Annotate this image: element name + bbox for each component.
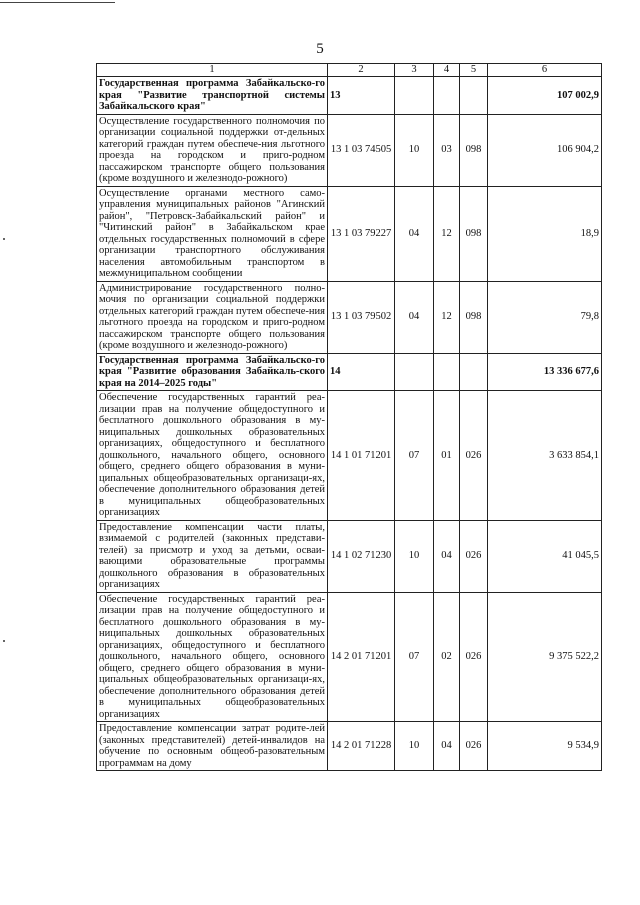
row-amount: 3 633 854,1 bbox=[488, 391, 602, 521]
row-section: 04 bbox=[395, 281, 434, 353]
table-row bbox=[97, 281, 602, 353]
row-subsection: 12 bbox=[434, 281, 460, 353]
row-name: Обеспечение государственных гарантий реа-лизации прав на получение общедоступного и бесплатного дошкольного образования в му-ниципальных дошкольных образовательных организациях, общедоступного и бесплатного дошкольного, начального общего, основного общего, среднего общего образования в муни-ципальных общеобразовательных организаци-ях, обеспечение дополнительного образования детей в муниципальных общеобразовательных организациях bbox=[97, 391, 328, 521]
table-row bbox=[97, 186, 602, 281]
header-cell: 3 bbox=[395, 64, 434, 77]
table-row bbox=[97, 592, 602, 722]
row-code: 13 1 03 74505 bbox=[328, 114, 395, 186]
row-subsection bbox=[434, 77, 460, 115]
header-cell: 1 bbox=[97, 64, 328, 77]
row-section bbox=[395, 77, 434, 115]
row-subsection: 04 bbox=[434, 722, 460, 771]
row-section: 10 bbox=[395, 114, 434, 186]
row-name: Обеспечение государственных гарантий реа-лизации прав на получение общедоступного и бесплатного дошкольного образования в му-ниципальных дошкольных образовательных организациях, общедоступного и бесплатного дошкольного, начального общего, основного общего, среднего общего образования в муни-ципальных общеобразовательных организаци-ях, обеспечение дополнительного образования детей в муниципальных общеобразовательных организациях bbox=[97, 592, 328, 722]
scan-mark bbox=[0, 2, 115, 3]
program-row bbox=[97, 353, 602, 391]
row-section: 04 bbox=[395, 186, 434, 281]
row-expense-type: 098 bbox=[460, 186, 488, 281]
row-subsection: 01 bbox=[434, 391, 460, 521]
program-row bbox=[97, 77, 602, 115]
row-name: Осуществление органами местного само-управления муниципальных районов "Агинский район", "Петровск-Забайкальский район" и "Читинский район" в Забайкальском крае отдельных государственных полномочий в сфере организации транспортного обслуживания населения автомобильным транспортом в межмуниципальном сообщении bbox=[97, 186, 328, 281]
row-subsection: 03 bbox=[434, 114, 460, 186]
row-name: Осуществление государственного полномочия по организации социальной поддержки от-дельных категорий граждан путем обеспече-ния льготного проезда на городском и приго-родном пассажирском транспорте общего пользования (кроме воздушного и железнодо-рожного) bbox=[97, 114, 328, 186]
row-amount: 106 904,2 bbox=[488, 114, 602, 186]
row-code: 14 2 01 71228 bbox=[328, 722, 395, 771]
row-section: 07 bbox=[395, 592, 434, 722]
row-name: Администрирование государственного полно-мочия по организации социальной поддержки отдельных категорий граждан путем обеспече-ния льготного проезда на городском и приго-родном пассажирском транспорте общего пользования (кроме воздушного и железнодо-рожного) bbox=[97, 281, 328, 353]
row-name: Государственная программа Забайкальско-го края "Развитие образования Забайкаль-ского края на 2014–2025 годы" bbox=[97, 353, 328, 391]
table-row bbox=[97, 520, 602, 592]
row-expense-type: 098 bbox=[460, 281, 488, 353]
row-expense-type bbox=[460, 353, 488, 391]
row-code: 13 1 03 79227 bbox=[328, 186, 395, 281]
budget-table bbox=[96, 63, 602, 771]
scan-dot bbox=[3, 640, 5, 642]
row-expense-type: 026 bbox=[460, 592, 488, 722]
header-cell: 6 bbox=[488, 64, 602, 77]
row-subsection: 04 bbox=[434, 520, 460, 592]
row-section: 10 bbox=[395, 520, 434, 592]
row-section: 07 bbox=[395, 391, 434, 521]
row-name: Государственная программа Забайкальско-го края "Развитие транспортной системы Забайкальского края" bbox=[97, 77, 328, 115]
table-row bbox=[97, 114, 602, 186]
row-expense-type: 098 bbox=[460, 114, 488, 186]
row-name: Предоставление компенсации части платы, взимаемой с родителей (законных представи-телей) за присмотр и уход за детьми, осваи-вающими образовательные программы дошкольного образования в образовательных организациях bbox=[97, 520, 328, 592]
row-amount: 9 534,9 bbox=[488, 722, 602, 771]
row-expense-type: 026 bbox=[460, 520, 488, 592]
row-amount: 18,9 bbox=[488, 186, 602, 281]
row-subsection: 12 bbox=[434, 186, 460, 281]
row-code: 14 2 01 71201 bbox=[328, 592, 395, 722]
row-amount: 107 002,9 bbox=[488, 77, 602, 115]
row-section: 10 bbox=[395, 722, 434, 771]
row-code: 14 1 02 71230 bbox=[328, 520, 395, 592]
header-row bbox=[97, 64, 602, 77]
row-expense-type bbox=[460, 77, 488, 115]
header-cell: 4 bbox=[434, 64, 460, 77]
row-name: Предоставление компенсации затрат родите-лей (законных представителей) детей-инвалидов на обучение по основным общеоб-разовательным программам на дому bbox=[97, 722, 328, 771]
row-amount: 79,8 bbox=[488, 281, 602, 353]
row-section bbox=[395, 353, 434, 391]
header-cell: 5 bbox=[460, 64, 488, 77]
row-expense-type: 026 bbox=[460, 722, 488, 771]
row-subsection: 02 bbox=[434, 592, 460, 722]
scan-dot bbox=[3, 238, 5, 240]
header-cell: 2 bbox=[328, 64, 395, 77]
row-amount: 13 336 677,6 bbox=[488, 353, 602, 391]
row-expense-type: 026 bbox=[460, 391, 488, 521]
row-amount: 9 375 522,2 bbox=[488, 592, 602, 722]
page-number: 5 bbox=[316, 41, 324, 57]
row-code: 13 bbox=[328, 77, 395, 115]
row-code: 14 bbox=[328, 353, 395, 391]
row-amount: 41 045,5 bbox=[488, 520, 602, 592]
table-row bbox=[97, 722, 602, 771]
row-code: 14 1 01 71201 bbox=[328, 391, 395, 521]
row-code: 13 1 03 79502 bbox=[328, 281, 395, 353]
table-row bbox=[97, 391, 602, 521]
row-subsection bbox=[434, 353, 460, 391]
